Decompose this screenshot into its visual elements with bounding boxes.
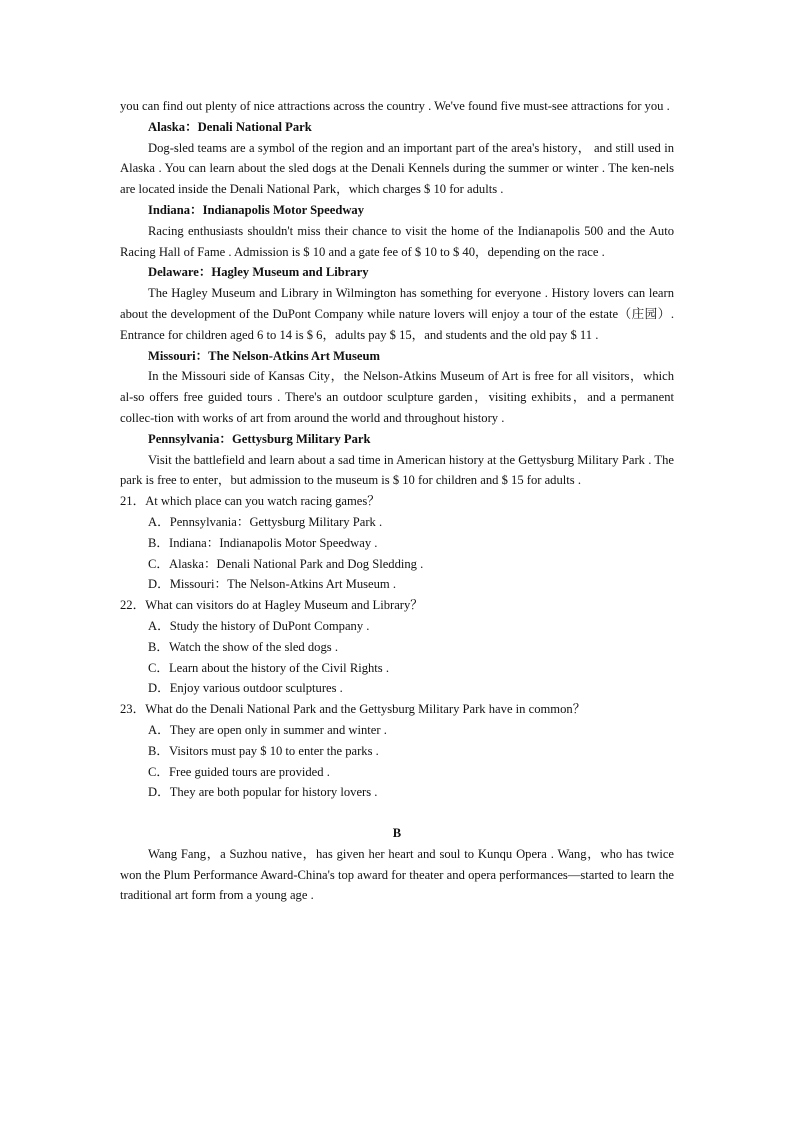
question-stem: 22．What can visitors do at Hagley Museum and Library？ [120, 598, 423, 613]
attraction-heading: Alaska：Denali National Park [148, 119, 312, 134]
question-option-b: B．Visitors must pay $ 10 to enter the parks . [148, 743, 379, 758]
attraction-heading: Indiana：Indianapolis Motor Speedway [148, 202, 365, 217]
attraction-body: Racing enthusiasts shouldn't miss their chance to visit the home of the Indianapolis 500 and the Auto Racing Hall of Fame . Admission is $ 10 and a gate fee of $ 10 to $ 40，depending on the race . [120, 223, 674, 259]
question-option-a: A．Pennsylvania：Gettysburg Military Park . [148, 514, 383, 529]
question-22 [120, 595, 674, 699]
attraction-indiana [120, 200, 674, 262]
question-option-b: B．Indiana：Indianapolis Motor Speedway . [148, 535, 378, 550]
attraction-alaska [120, 117, 674, 200]
attraction-body: The Hagley Museum and Library in Wilmington has something for everyone . History lovers can learn about the development of the DuPont Company while nature lovers will enjoy a tour of the estate（庄园）. Entrance for children aged 6 to 14 is $ 6，adults pay $ 15，and students and the old pay $ 11 . [120, 286, 674, 342]
question-option-d: D．Missouri：The Nelson-Atkins Art Museum . [148, 577, 397, 592]
question-option-b: B．Watch the show of the sled dogs . [148, 639, 338, 654]
question-stem: 23．What do the Denali National Park and the Gettysburg Military Park have in common？ [120, 702, 586, 717]
attraction-body: In the Missouri side of Kansas City，the Nelson-Atkins Museum of Art is free for all visitors，which al-so offers free guided tours . There's an outdoor sculpture garden，visiting exhibits，and a permanent collec-tion with works of art from around the world and throughout history . [120, 369, 674, 425]
section-b [120, 823, 674, 906]
intro-paragraph: you can find out plenty of nice attractions across the country . We've found five must-see attractions for you . [120, 99, 670, 113]
attraction-missouri [120, 346, 674, 429]
attraction-delaware [120, 262, 674, 345]
attraction-pennsylvania [120, 429, 674, 491]
section-b-title: B [392, 826, 402, 841]
question-option-c: C．Learn about the history of the Civil Rights . [148, 660, 390, 675]
section-b-paragraph: Wang Fang，a Suzhou native，has given her heart and soul to Kunqu Opera . Wang，who has twice won the Plum Performance Award-China's top award for theater and opera performances—started to learn the traditional art form from a young age . [120, 846, 674, 903]
attraction-heading: Delaware：Hagley Museum and Library [148, 265, 369, 280]
question-option-a: A．They are open only in summer and winter . [148, 722, 387, 737]
question-option-d: D．They are both popular for history lovers . [148, 785, 378, 800]
question-option-d: D．Enjoy various outdoor sculptures . [148, 681, 343, 696]
attraction-heading: Pennsylvania：Gettysburg Military Park [148, 431, 371, 446]
attraction-heading: Missouri：The Nelson-Atkins Art Museum [148, 348, 380, 363]
question-option-c: C．Alaska：Denali National Park and Dog Sledding . [148, 556, 424, 571]
question-option-c: C．Free guided tours are provided . [148, 764, 330, 779]
document-page [120, 96, 674, 906]
attraction-body: Dog-sled teams are a symbol of the region and an important part of the area's history， and still used in Alaska . You can learn about the sled dogs at the Denali Kennels during the summer or winter . The ken-nels are located inside the Denali National Park，which charges $ 10 for adults . [120, 140, 674, 197]
attraction-body: Visit the battlefield and learn about a sad time in American history at the Gettysburg Military Park . The park is free to enter，but admission to the museum is $ 10 for children and $ 15 for adults . [120, 452, 674, 488]
question-23 [120, 699, 674, 803]
question-stem: 21．At which place can you watch racing games？ [120, 494, 380, 509]
question-option-a: A．Study the history of DuPont Company . [148, 618, 370, 633]
question-21 [120, 491, 674, 595]
